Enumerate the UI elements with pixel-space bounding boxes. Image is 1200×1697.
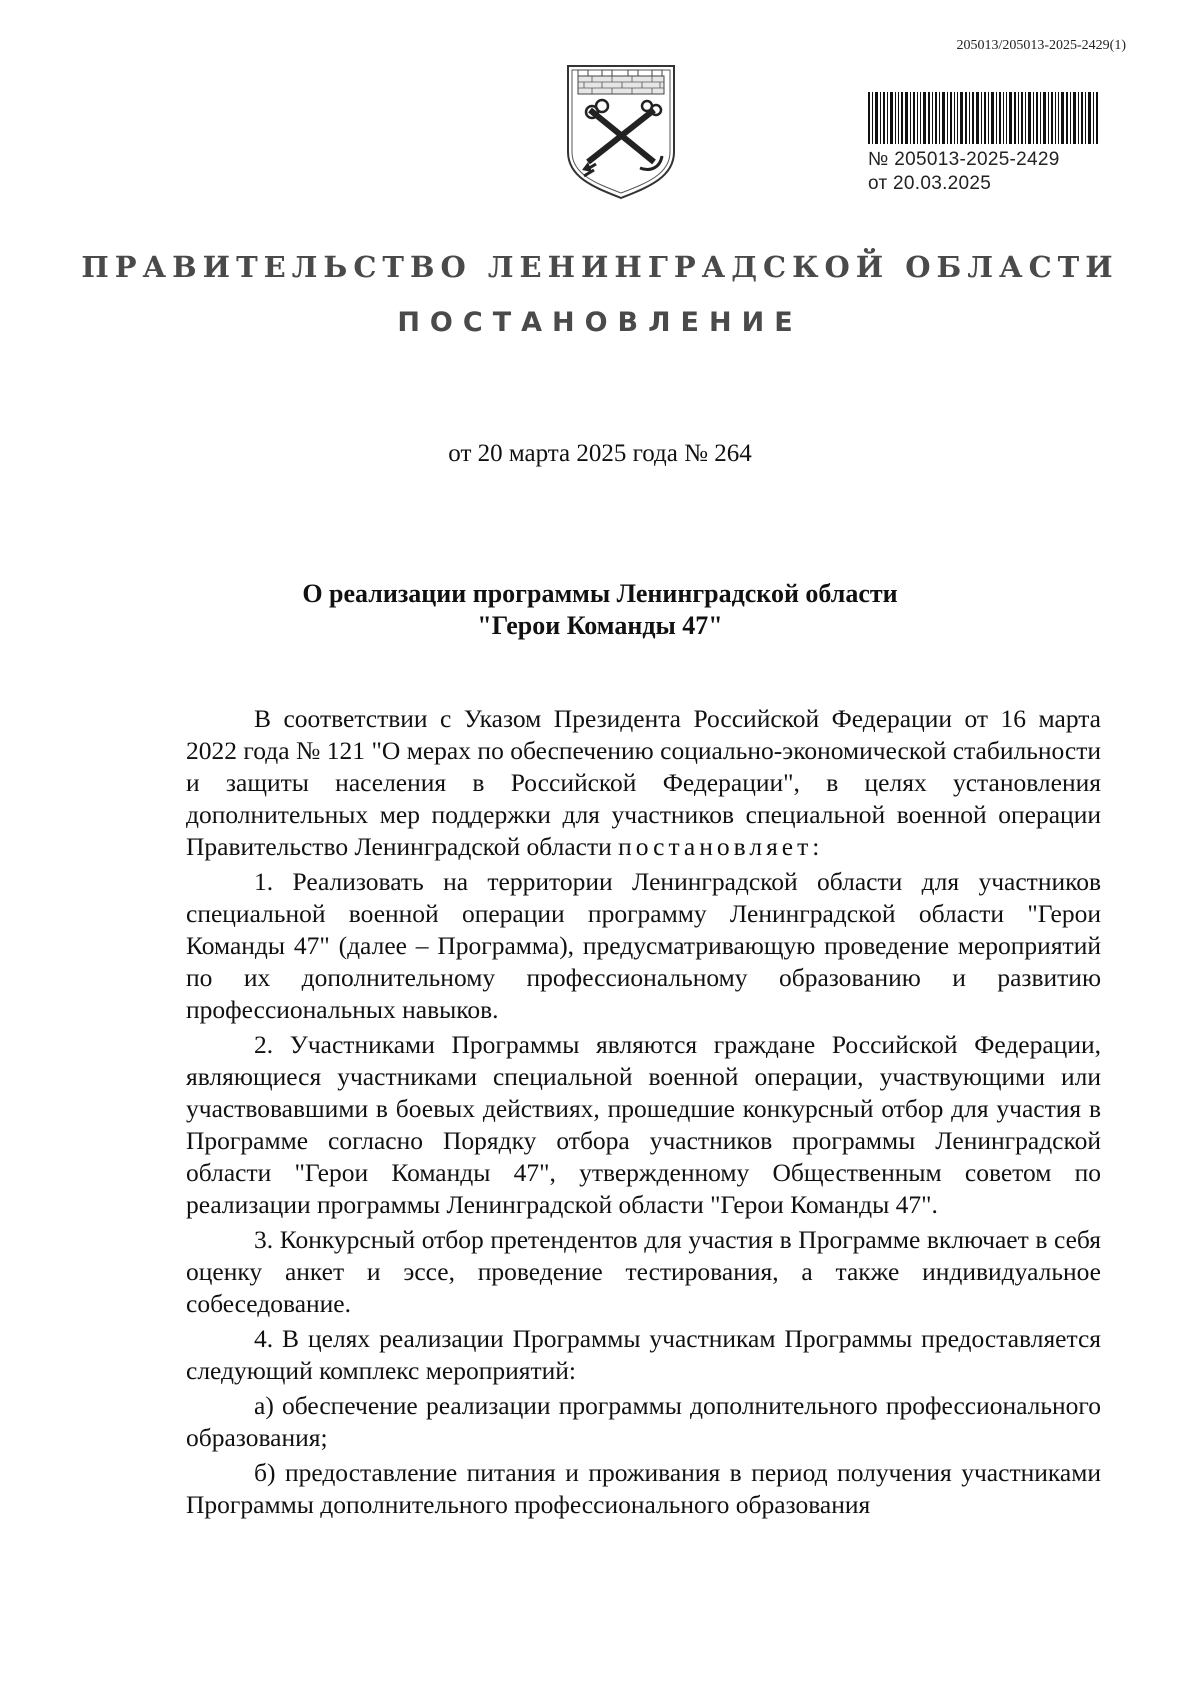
- document-title-line-1: О реализации программы Ленинградской области: [302, 579, 898, 608]
- document-title: [0, 578, 1200, 642]
- clause-3: 3. Конкурсный отбор претендентов для участия в Программе включает в себя оценку анкет и эссе, проведение тестирования, а также индивидуальное собеседование.: [186, 1225, 1101, 1318]
- document-type: ПОСТАНОВЛЕНИЕ: [397, 307, 803, 338]
- clause-4: 4. В целях реализации Программы участникам Программы предоставляется следующий комплекс мероприятий:: [186, 1324, 1101, 1385]
- registration-number: № 205013-2025-2429: [868, 149, 1060, 170]
- coat-of-arms-icon: [562, 60, 680, 200]
- registration-block: [868, 92, 1100, 196]
- preamble-text: В соответствии с Указом Президента Российской Федерации от 16 марта 2022 года № 121 "О мерах по обеспечению социально-экономической стабильности и защиты населения в Российской Федерации", в целях установления дополнительных мер поддержки для участников специальной военной операции Правительство Ленинградской области: [186, 704, 1101, 861]
- document-title-line-2: "Герои Команды 47": [477, 611, 723, 640]
- registration-date: от 20.03.2025: [868, 173, 992, 194]
- clause-4-b: б) предоставление питания и проживания в период получения участниками Программы дополнительного профессионального образования: [186, 1458, 1101, 1519]
- document-date-number: от 20 марта 2025 года № 264: [448, 440, 752, 467]
- clause-2: 2. Участниками Программы являются граждане Российской Федерации, являющиеся участниками специальной военной операции, участвующими или участвовавшими в боевых действиях, прошедшие конкурсный отбор для участия в Программе согласно Порядку отбора участников программы Ленинградской области "Герои Команды 47", утвержденному Общественным советом по реализации программы Ленинградской области "Герои Команды 47".: [186, 1030, 1101, 1219]
- document-code: 205013/205013-2025-2429(1): [956, 38, 1126, 53]
- issuing-authority: ПРАВИТЕЛЬСТВО ЛЕНИНГРАДСКОЙ ОБЛАСТИ: [81, 250, 1119, 284]
- document-body: [186, 703, 1101, 1521]
- clause-1: 1. Реализовать на территории Ленинградской области для участников специальной военной операции программу Ленинградской области "Герои Команды 47" (далее – Программа), предусматривающую проведение мероприятий по их дополнительному профессиональному образованию и развитию профессиональных навыков.: [186, 867, 1101, 1024]
- clause-4-a: а) обеспечение реализации программы дополнительного профессионального образования;: [186, 1391, 1101, 1452]
- preamble-verb: постановляет:: [618, 832, 824, 861]
- preamble-paragraph: [186, 703, 1101, 863]
- barcode-icon: [868, 92, 1100, 144]
